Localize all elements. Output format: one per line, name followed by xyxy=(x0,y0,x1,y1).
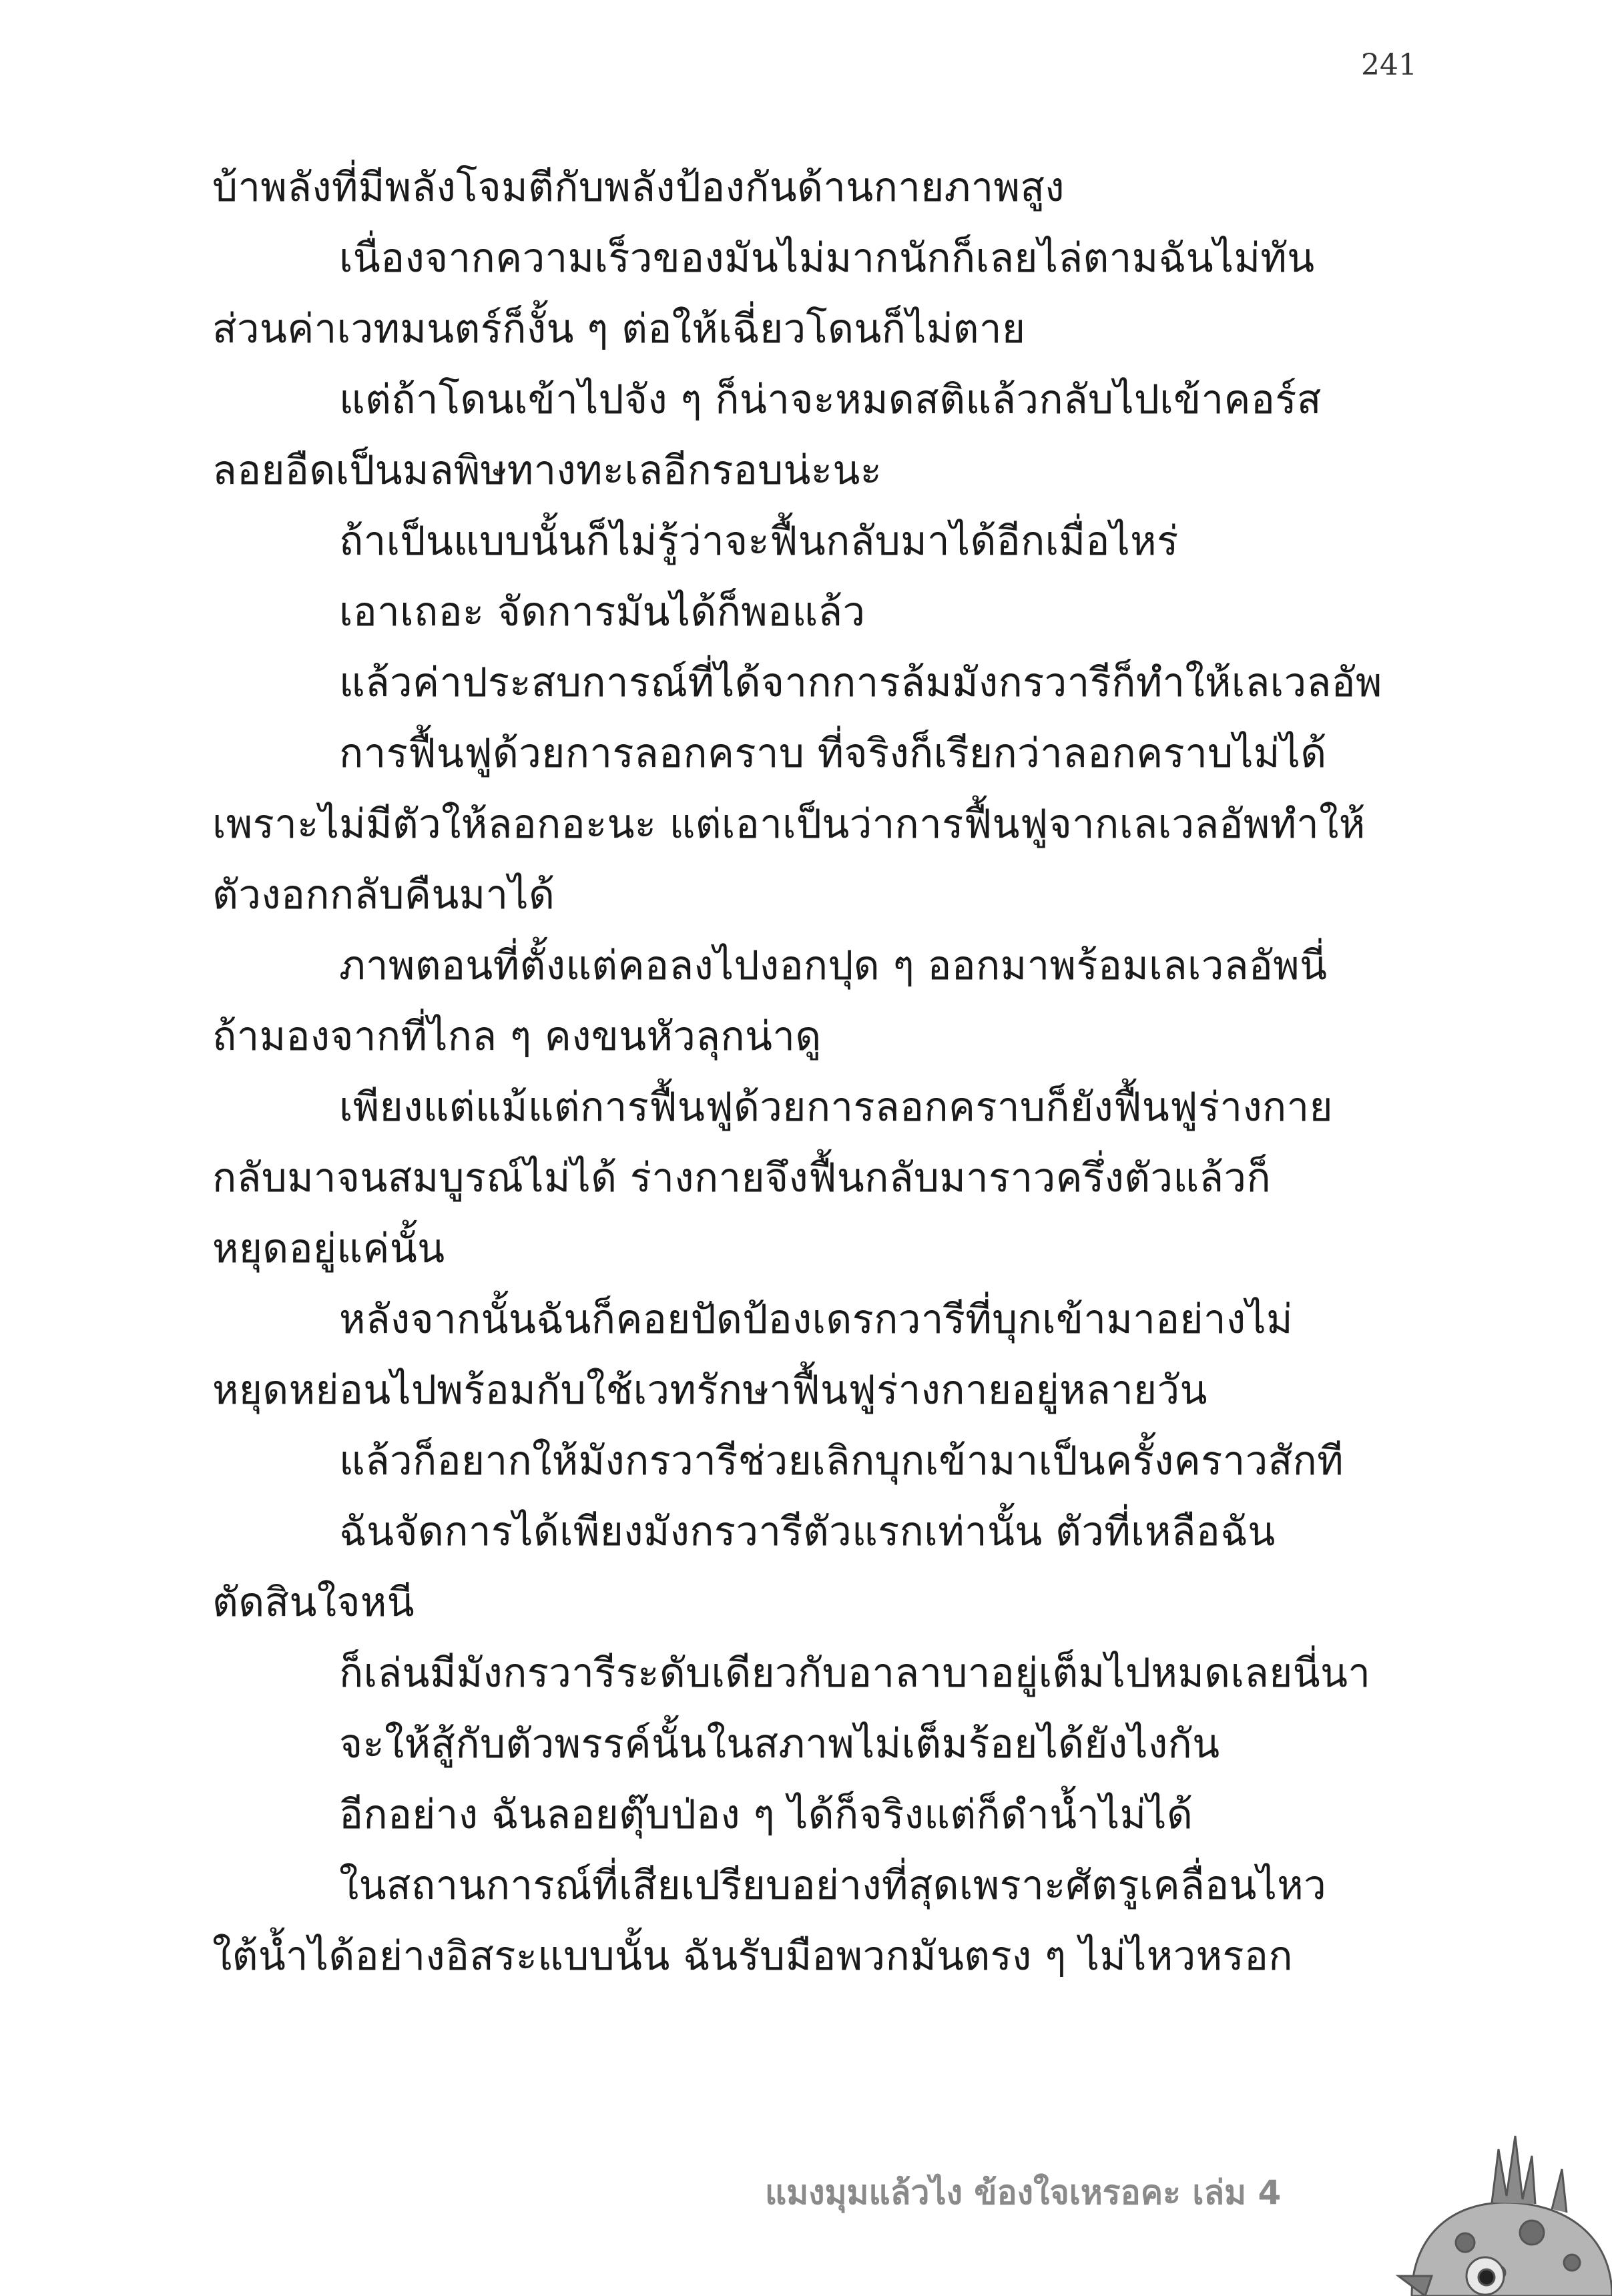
text-line: ถ้าเป็นแบบนั้นก็ไม่รู้ว่าจะฟื้นกลับมาได้อีกเมื่อไหร่ xyxy=(339,518,1179,565)
text-line: บ้าพลังที่มีพลังโจมตีกับพลังป้องกันด้านกายภาพสูง xyxy=(212,164,1065,211)
text-line: การฟื้นฟูด้วยการลอกคราบ ที่จริงก็เรียกว่าลอกคราบไม่ได้ xyxy=(339,730,1327,777)
text-line: หยุดหย่อนไปพร้อมกับใช้เวทรักษาฟื้นฟูร่างกายอยู่หลายวัน xyxy=(212,1367,1207,1414)
text-line: จะให้สู้กับตัวพรรค์นั้นในสภาพไม่เต็มร้อยได้ยังไงกัน xyxy=(339,1721,1220,1767)
text-line: เพียงแต่แม้แต่การฟื้นฟูด้วยการลอกคราบก็ยังฟื้นฟูร่างกาย xyxy=(339,1084,1334,1131)
body-text xyxy=(212,152,1414,1992)
text-line: ก็เล่นมีมังกรวารีระดับเดียวกับอาลาบาอยู่เต็มไปหมดเลยนี่นา xyxy=(339,1650,1371,1697)
page-number: 241 xyxy=(1361,48,1417,82)
text-line: เอาเถอะ จัดการมันได้ก็พอแล้ว xyxy=(339,589,866,635)
text-line: แล้วก็อยากให้มังกรวารีช่วยเลิกบุกเข้ามาเป็นครั้งคราวสักที xyxy=(339,1438,1344,1484)
footer-book-title: แมงมุมแล้วไง ข้องใจเหรอคะ เล่ม 4 xyxy=(765,2173,1282,2212)
text-line: ภาพตอนที่ตั้งแต่คอลงไปงอกปุด ๆ ออกมาพร้อมเลเวลอัพนี่ xyxy=(339,942,1328,989)
text-line: กลับมาจนสมบูรณ์ไม่ได้ ร่างกายจึงฟื้นกลับมาราวครึ่งตัวแล้วก็ xyxy=(212,1155,1272,1201)
text-line: อีกอย่าง ฉันลอยตุ๊บป่อง ๆ ได้ก็จริงแต่ก็ดำน้ำไม่ได้ xyxy=(339,1791,1193,1838)
text-line: ในสถานการณ์ที่เสียเปรียบอย่างที่สุดเพราะศัตรูเคลื่อนไหว xyxy=(339,1862,1327,1909)
text-line: ตัวงอกกลับคืนมาได้ xyxy=(212,872,555,918)
text-line: ใต้น้ำได้อย่างอิสระแบบนั้น ฉันรับมือพวกมันตรง ๆ ไม่ไหวหรอก xyxy=(212,1933,1293,1980)
text-line: ฉันจัดการได้เพียงมังกรวารีตัวแรกเท่านั้น ตัวที่เหลือฉัน xyxy=(339,1508,1276,1555)
text-line: ตัดสินใจหนี xyxy=(212,1579,415,1626)
text-line: หลังจากนั้นฉันก็คอยปัดป้องเดรกวารีที่บุกเข้ามาอย่างไม่ xyxy=(339,1296,1293,1343)
text-line: เพราะไม่มีตัวให้ลอกอะนะ แต่เอาเป็นว่าการฟื้นฟูจากเลเวลอัพทำให้ xyxy=(212,801,1366,848)
text-line: แต่ถ้าโดนเข้าไปจัง ๆ ก็น่าจะหมดสติแล้วกลับไปเข้าคอร์ส xyxy=(339,376,1322,423)
text-line: ลอยอืดเป็นมลพิษทางทะเลอีกรอบน่ะนะ xyxy=(212,447,882,494)
text-line: ถ้ามองจากที่ไกล ๆ คงขนหัวลุกน่าดู xyxy=(212,1013,822,1060)
text-line: หยุดอยู่แค่นั้น xyxy=(212,1225,445,1272)
text-line: ส่วนค่าเวทมนตร์ก็งั้น ๆ ต่อให้เฉี่ยวโดนก็ไม่ตาย xyxy=(212,306,1026,352)
text-line: เนื่องจากความเร็วของมันไม่มากนักก็เลยไล่ตามฉันไม่ทัน xyxy=(339,235,1315,282)
spider-mascot-illustration xyxy=(1332,2076,1612,2296)
text-line: แล้วค่าประสบการณ์ที่ได้จากการล้มมังกรวารีก็ทำให้เลเวลอัพ xyxy=(339,659,1382,706)
